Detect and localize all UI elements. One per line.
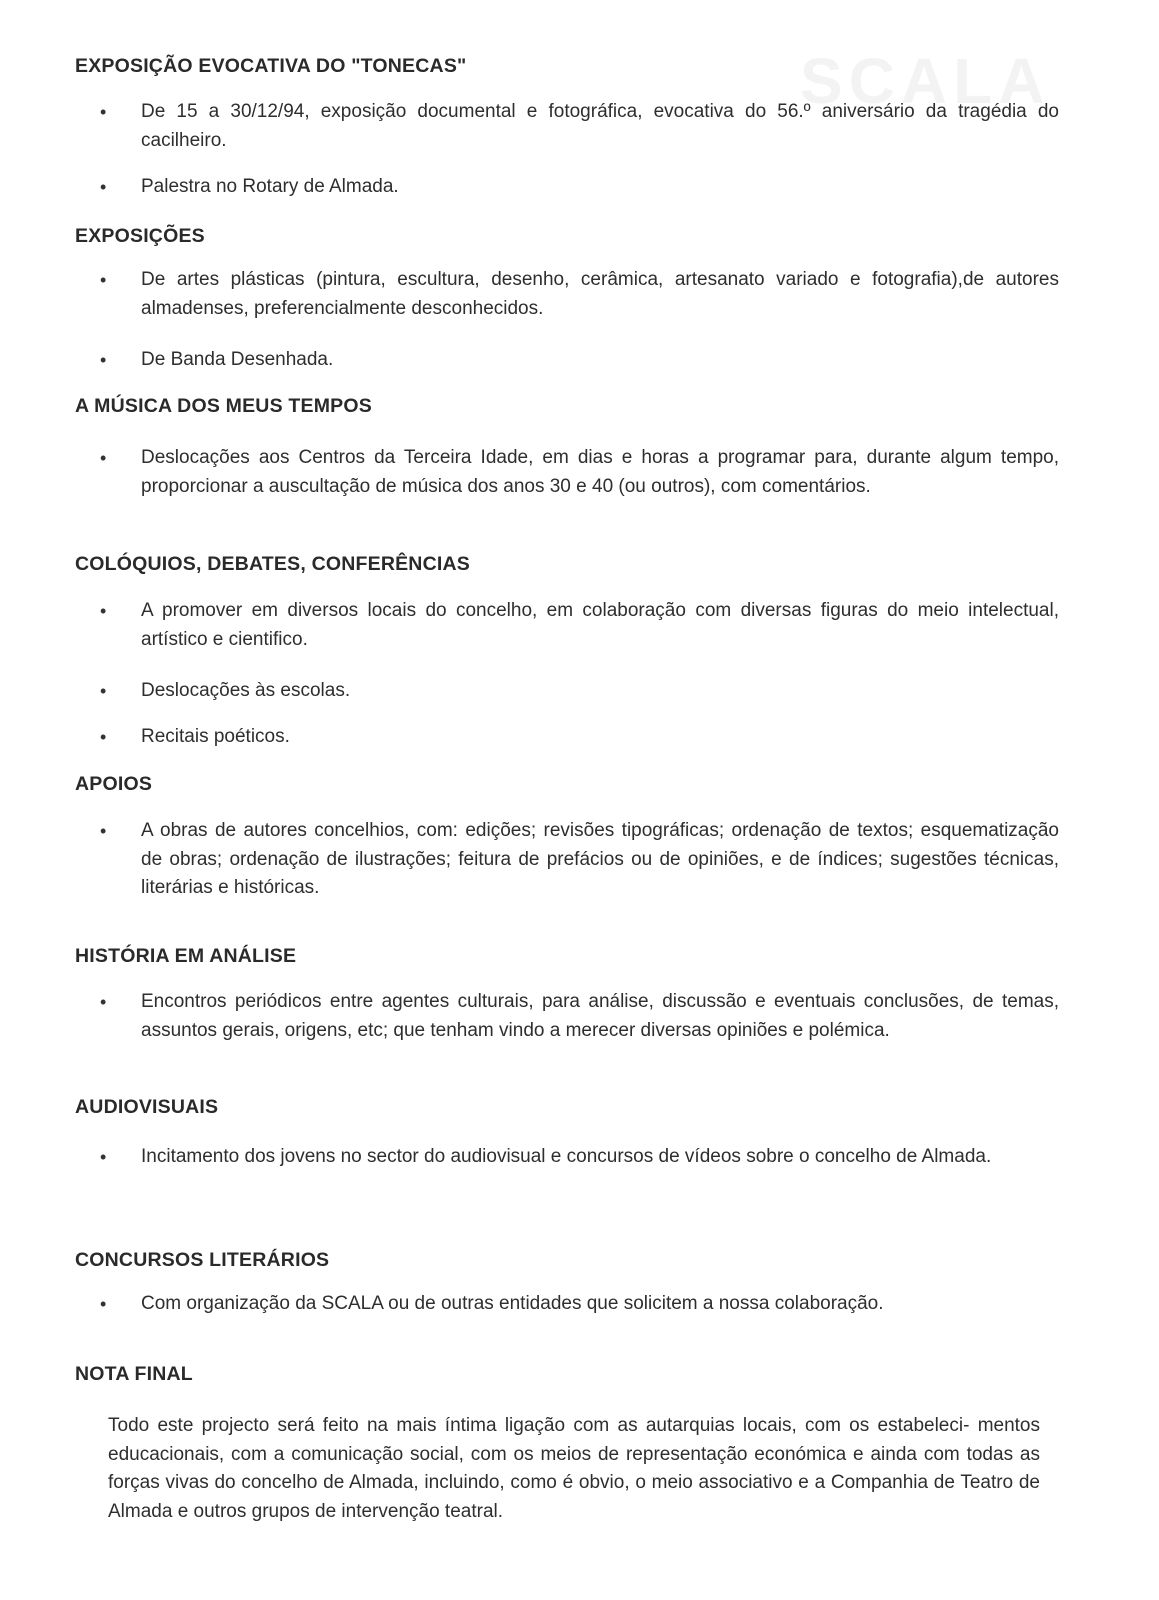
- section-heading-exposicoes: EXPOSIÇÕES: [75, 225, 205, 247]
- bullet-icon: •: [100, 681, 107, 701]
- section-heading-musica: A MÚSICA DOS MEUS TEMPOS: [75, 395, 372, 417]
- scala-watermark: SCALA: [800, 45, 1051, 117]
- bullet-icon: •: [100, 270, 107, 290]
- list-item-text: De 15 a 30/12/94, exposição documental e fotográfica, evocativa do 56.º aniversário da tragédia do cacilheiro.: [141, 101, 1059, 151]
- section-heading-concursos: CONCURSOS LITERÁRIOS: [75, 1249, 330, 1271]
- list-item-text: Encontros periódicos entre agentes culturais, para análise, discussão e eventuais conclusões, de temas, assuntos gerais, origens, etc; que tenham vindo a merecer diversas opiniões e polémica.: [141, 991, 1059, 1041]
- bullet-icon: •: [100, 727, 107, 747]
- list-item-text: A obras de autores concelhios, com: edições; revisões tipográficas; ordenação de textos; esquematização de obras; ordenação de ilustrações; feitura de prefácios ou de opiniões, e de índices; sugestões técnicas, literárias e históricas.: [141, 820, 1059, 898]
- bullet-icon: •: [100, 102, 107, 122]
- section-heading-historia: HISTÓRIA EM ANÁLISE: [75, 945, 297, 967]
- bullet-icon: •: [100, 992, 107, 1012]
- section-heading-audiovisuais: AUDIOVISUAIS: [75, 1096, 219, 1118]
- list-item-text: A promover em diversos locais do concelho, em colaboração com diversas figuras do meio intelectual, artístico e cientifico.: [141, 600, 1059, 650]
- bullet-icon: •: [100, 350, 107, 370]
- section-heading-nota-final: NOTA FINAL: [75, 1363, 193, 1385]
- bullet-icon: •: [100, 1147, 107, 1167]
- section-heading-exposicao-evocativa: EXPOSIÇÃO EVOCATIVA DO "TONECAS": [75, 55, 467, 77]
- list-item-text: Deslocações aos Centros da Terceira Idade, em dias e horas a programar para, durante algum tempo, proporcionar a auscultação de música dos anos 30 e 40 (ou outros), com comentários.: [141, 447, 1059, 497]
- bullet-icon: •: [100, 821, 107, 841]
- section-heading-apoios: APOIOS: [75, 773, 153, 795]
- bullet-icon: •: [100, 1294, 107, 1314]
- list-item-text: Recitais poéticos.: [141, 726, 290, 747]
- bullet-icon: •: [100, 601, 107, 621]
- list-item-text: Palestra no Rotary de Almada.: [141, 176, 399, 197]
- bullet-icon: •: [100, 177, 107, 197]
- list-item-text: Deslocações às escolas.: [141, 680, 351, 701]
- list-item-text: Incitamento dos jovens no sector do audiovisual e concursos de vídeos sobre o concelho de Almada.: [141, 1146, 992, 1167]
- nota-final-paragraph: Todo este projecto será feito na mais íntima ligação com as autarquias locais, com os estabeleci- mentos educacionais, com a comunicação social, com os meios de representação económica e ainda com todas as forças vivas do concelho de Almada, incluindo, como é obvio, o meio associativo e a Companhia de Teatro de Almada e outros grupos de intervenção teatral.: [108, 1415, 1040, 1522]
- list-item-text: De Banda Desenhada.: [141, 349, 334, 370]
- list-item-text: De artes plásticas (pintura, escultura, desenho, cerâmica, artesanato variado e fotografia),de autores almadenses, preferencialmente desconhecidos.: [141, 269, 1059, 319]
- bullet-icon: •: [100, 448, 107, 468]
- section-heading-coloquios: COLÓQUIOS, DEBATES, CONFERÊNCIAS: [75, 553, 470, 575]
- list-item-text: Com organização da SCALA ou de outras entidades que solicitem a nossa colaboração.: [141, 1293, 884, 1314]
